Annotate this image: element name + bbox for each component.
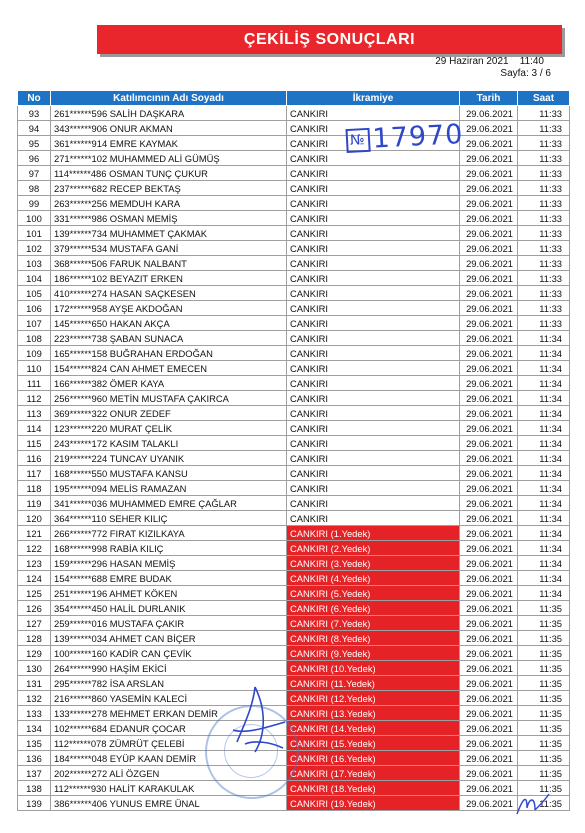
cell-no: 130	[18, 661, 51, 676]
cell-time: 11:35	[518, 601, 570, 616]
cell-prize: CANKIRI	[287, 241, 460, 256]
cell-date: 29.06.2021	[460, 136, 518, 151]
table-row	[18, 196, 570, 211]
cell-time: 11:33	[518, 316, 570, 331]
document-number-stamp	[345, 119, 464, 156]
table-row	[18, 346, 570, 361]
cell-time: 11:34	[518, 421, 570, 436]
cell-no: 139	[18, 796, 51, 811]
cell-prize: CANKIRI (8.Yedek)	[287, 631, 460, 646]
col-header-date: Tarih	[460, 91, 518, 106]
number-sign: №	[345, 127, 370, 152]
cell-no: 94	[18, 121, 51, 136]
table-row	[18, 586, 570, 601]
cell-time: 11:33	[518, 256, 570, 271]
table-row	[18, 451, 570, 466]
cell-no: 96	[18, 151, 51, 166]
cell-name: 172******958 AYŞE AKDOĞAN	[51, 301, 287, 316]
cell-date: 29.06.2021	[460, 331, 518, 346]
cell-no: 97	[18, 166, 51, 181]
cell-date: 29.06.2021	[460, 271, 518, 286]
cell-date: 29.06.2021	[460, 511, 518, 526]
cell-time: 11:33	[518, 271, 570, 286]
cell-date: 29.06.2021	[460, 436, 518, 451]
cell-no: 128	[18, 631, 51, 646]
cell-prize: CANKIRI	[287, 331, 460, 346]
cell-name: 343******906 ONUR AKMAN	[51, 121, 287, 136]
cell-name: 165******158 BUĞRAHAN ERDOĞAN	[51, 346, 287, 361]
cell-no: 116	[18, 451, 51, 466]
cell-time: 11:33	[518, 286, 570, 301]
cell-time: 11:35	[518, 676, 570, 691]
cell-no: 121	[18, 526, 51, 541]
cell-prize: CANKIRI (15.Yedek)	[287, 736, 460, 751]
col-header-no: No	[18, 91, 51, 106]
cell-name: 195******094 MELİS RAMAZAN	[51, 481, 287, 496]
table-row	[18, 676, 570, 691]
cell-no: 99	[18, 196, 51, 211]
cell-no: 122	[18, 541, 51, 556]
table-row	[18, 541, 570, 556]
table-row	[18, 526, 570, 541]
cell-name: 154******824 CAN AHMET EMECEN	[51, 361, 287, 376]
cell-date: 29.06.2021	[460, 631, 518, 646]
cell-date: 29.06.2021	[460, 196, 518, 211]
cell-no: 111	[18, 376, 51, 391]
cell-prize: CANKIRI	[287, 511, 460, 526]
cell-time: 11:33	[518, 181, 570, 196]
cell-date: 29.06.2021	[460, 286, 518, 301]
table-header-row	[18, 91, 570, 106]
table-row	[18, 556, 570, 571]
cell-prize: CANKIRI	[287, 301, 460, 316]
cell-time: 11:33	[518, 106, 570, 121]
table-row	[18, 646, 570, 661]
cell-no: 125	[18, 586, 51, 601]
cell-time: 11:34	[518, 586, 570, 601]
table-row	[18, 481, 570, 496]
table-row	[18, 136, 570, 151]
title-banner	[97, 25, 562, 54]
cell-date: 29.06.2021	[460, 691, 518, 706]
cell-no: 110	[18, 361, 51, 376]
cell-time: 11:35	[518, 706, 570, 721]
results-table	[17, 90, 570, 811]
cell-name: 341******036 MUHAMMED EMRE ÇAĞLAR	[51, 496, 287, 511]
table-row	[18, 781, 570, 796]
cell-date: 29.06.2021	[460, 766, 518, 781]
cell-date: 29.06.2021	[460, 451, 518, 466]
cell-name: 139******734 MUHAMMET ÇAKMAK	[51, 226, 287, 241]
cell-no: 103	[18, 256, 51, 271]
cell-time: 11:35	[518, 796, 570, 811]
cell-name: 223******738 ŞABAN SUNACA	[51, 331, 287, 346]
table-row	[18, 331, 570, 346]
page-title: ÇEKİLİŞ SONUÇLARI	[243, 30, 416, 48]
cell-prize: CANKIRI (11.Yedek)	[287, 676, 460, 691]
cell-prize: CANKIRI (10.Yedek)	[287, 661, 460, 676]
cell-prize: CANKIRI	[287, 226, 460, 241]
cell-date: 29.06.2021	[460, 211, 518, 226]
cell-name: 154******688 EMRE BUDAK	[51, 571, 287, 586]
cell-name: 263******256 MEMDUH KARA	[51, 196, 287, 211]
cell-name: 133******278 MEHMET ERKAN DEMİR	[51, 706, 287, 721]
cell-prize: CANKIRI	[287, 376, 460, 391]
cell-date: 29.06.2021	[460, 706, 518, 721]
cell-no: 109	[18, 346, 51, 361]
table-row	[18, 616, 570, 631]
cell-prize: CANKIRI	[287, 361, 460, 376]
cell-prize: CANKIRI	[287, 196, 460, 211]
cell-name: 386******406 YUNUS EMRE ÜNAL	[51, 796, 287, 811]
cell-no: 135	[18, 736, 51, 751]
cell-date: 29.06.2021	[460, 571, 518, 586]
cell-no: 136	[18, 751, 51, 766]
cell-name: 264******990 HAŞİM EKİCİ	[51, 661, 287, 676]
cell-prize: CANKIRI (2.Yedek)	[287, 541, 460, 556]
cell-prize: CANKIRI	[287, 271, 460, 286]
cell-prize: CANKIRI	[287, 496, 460, 511]
table-row	[18, 406, 570, 421]
cell-time: 11:34	[518, 451, 570, 466]
cell-name: 112******078 ZÜMRÜT ÇELEBİ	[51, 736, 287, 751]
table-body	[18, 106, 570, 811]
table-row	[18, 316, 570, 331]
cell-time: 11:34	[518, 541, 570, 556]
table-row	[18, 661, 570, 676]
cell-date: 29.06.2021	[460, 661, 518, 676]
table-row	[18, 796, 570, 811]
cell-date: 29.06.2021	[460, 391, 518, 406]
cell-prize: CANKIRI	[287, 421, 460, 436]
cell-no: 131	[18, 676, 51, 691]
cell-no: 132	[18, 691, 51, 706]
table-row	[18, 271, 570, 286]
cell-time: 11:33	[518, 121, 570, 136]
cell-no: 129	[18, 646, 51, 661]
cell-time: 11:33	[518, 241, 570, 256]
table-row	[18, 571, 570, 586]
cell-time: 11:33	[518, 226, 570, 241]
cell-time: 11:35	[518, 766, 570, 781]
cell-date: 29.06.2021	[460, 751, 518, 766]
cell-no: 114	[18, 421, 51, 436]
cell-no: 126	[18, 601, 51, 616]
cell-date: 29.06.2021	[460, 556, 518, 571]
cell-time: 11:35	[518, 721, 570, 736]
cell-date: 29.06.2021	[460, 226, 518, 241]
table-row	[18, 601, 570, 616]
table-row	[18, 211, 570, 226]
table-row	[18, 391, 570, 406]
cell-name: 379******534 MUSTAFA GANİ	[51, 241, 287, 256]
table-row	[18, 706, 570, 721]
cell-date: 29.06.2021	[460, 181, 518, 196]
table-row	[18, 226, 570, 241]
cell-name: 186******102 BEYAZIT ERKEN	[51, 271, 287, 286]
cell-time: 11:34	[518, 466, 570, 481]
cell-time: 11:35	[518, 631, 570, 646]
table-row	[18, 631, 570, 646]
cell-no: 112	[18, 391, 51, 406]
cell-prize: CANKIRI	[287, 121, 460, 136]
cell-no: 123	[18, 556, 51, 571]
cell-date: 29.06.2021	[460, 736, 518, 751]
cell-prize: CANKIRI (18.Yedek)	[287, 781, 460, 796]
cell-name: 251******196 AHMET KÖKEN	[51, 586, 287, 601]
table-row	[18, 181, 570, 196]
table-row	[18, 301, 570, 316]
cell-no: 127	[18, 616, 51, 631]
cell-date: 29.06.2021	[460, 541, 518, 556]
cell-time: 11:33	[518, 211, 570, 226]
cell-prize: CANKIRI	[287, 436, 460, 451]
cell-time: 11:34	[518, 571, 570, 586]
cell-date: 29.06.2021	[460, 346, 518, 361]
cell-prize: CANKIRI	[287, 286, 460, 301]
cell-date: 29.06.2021	[460, 166, 518, 181]
cell-date: 29.06.2021	[460, 256, 518, 271]
cell-prize: CANKIRI	[287, 451, 460, 466]
cell-name: 114******486 OSMAN TUNÇ ÇUKUR	[51, 166, 287, 181]
cell-time: 11:35	[518, 751, 570, 766]
table-row	[18, 436, 570, 451]
cell-time: 11:34	[518, 436, 570, 451]
cell-time: 11:34	[518, 556, 570, 571]
cell-no: 106	[18, 301, 51, 316]
cell-name: 271******102 MUHAMMED ALİ GÜMÜŞ	[51, 151, 287, 166]
cell-time: 11:34	[518, 331, 570, 346]
cell-no: 113	[18, 406, 51, 421]
cell-name: 237******682 RECEP BEKTAŞ	[51, 181, 287, 196]
table-row	[18, 466, 570, 481]
cell-name: 166******382 ÖMER KAYA	[51, 376, 287, 391]
table-row	[18, 241, 570, 256]
cell-no: 119	[18, 496, 51, 511]
cell-prize: CANKIRI	[287, 481, 460, 496]
cell-prize: CANKIRI (14.Yedek)	[287, 721, 460, 736]
cell-name: 369******322 ONUR ZEDEF	[51, 406, 287, 421]
cell-name: 216******860 YASEMİN KALECİ	[51, 691, 287, 706]
cell-name: 159******296 HASAN MEMİŞ	[51, 556, 287, 571]
cell-prize: CANKIRI (16.Yedek)	[287, 751, 460, 766]
cell-time: 11:33	[518, 136, 570, 151]
table-row	[18, 106, 570, 121]
cell-name: 184******048 EYÜP KAAN DEMİR	[51, 751, 287, 766]
cell-date: 29.06.2021	[460, 406, 518, 421]
cell-no: 107	[18, 316, 51, 331]
cell-date: 29.06.2021	[460, 601, 518, 616]
cell-name: 219******224 TUNCAY UYANIK	[51, 451, 287, 466]
table-row	[18, 421, 570, 436]
table-row	[18, 376, 570, 391]
cell-time: 11:35	[518, 616, 570, 631]
cell-prize: CANKIRI	[287, 466, 460, 481]
cell-date: 29.06.2021	[460, 646, 518, 661]
page-number: Sayfa: 3 / 6	[500, 68, 551, 79]
cell-prize: CANKIRI (5.Yedek)	[287, 586, 460, 601]
cell-name: 168******550 MUSTAFA KANSU	[51, 466, 287, 481]
cell-no: 108	[18, 331, 51, 346]
cell-time: 11:34	[518, 496, 570, 511]
cell-name: 361******914 EMRE KAYMAK	[51, 136, 287, 151]
cell-no: 93	[18, 106, 51, 121]
cell-prize: CANKIRI	[287, 106, 460, 121]
cell-no: 105	[18, 286, 51, 301]
document-number: 17970	[371, 118, 465, 155]
cell-no: 115	[18, 436, 51, 451]
cell-name: 354******450 HALİL DURLANIK	[51, 601, 287, 616]
table-row	[18, 691, 570, 706]
cell-date: 29.06.2021	[460, 676, 518, 691]
cell-no: 102	[18, 241, 51, 256]
cell-date: 29.06.2021	[460, 421, 518, 436]
cell-name: 145******650 HAKAN AKÇA	[51, 316, 287, 331]
cell-time: 11:33	[518, 196, 570, 211]
table-row	[18, 166, 570, 181]
cell-time: 11:34	[518, 406, 570, 421]
cell-date: 29.06.2021	[460, 796, 518, 811]
official-seal-inner	[224, 724, 278, 778]
cell-date: 29.06.2021	[460, 121, 518, 136]
cell-name: 139******034 AHMET CAN BİÇER	[51, 631, 287, 646]
cell-time: 11:34	[518, 346, 570, 361]
cell-prize: CANKIRI (17.Yedek)	[287, 766, 460, 781]
cell-prize: CANKIRI	[287, 406, 460, 421]
cell-time: 11:35	[518, 781, 570, 796]
print-date: 29 Haziran 2021 11:40	[435, 56, 544, 67]
cell-prize: CANKIRI (9.Yedek)	[287, 646, 460, 661]
cell-time: 11:35	[518, 736, 570, 751]
cell-date: 29.06.2021	[460, 496, 518, 511]
cell-time: 11:35	[518, 691, 570, 706]
cell-prize: CANKIRI (4.Yedek)	[287, 571, 460, 586]
cell-prize: CANKIRI (12.Yedek)	[287, 691, 460, 706]
cell-name: 410******274 HASAN SAÇKESEN	[51, 286, 287, 301]
cell-time: 11:33	[518, 151, 570, 166]
cell-time: 11:35	[518, 661, 570, 676]
table-row	[18, 511, 570, 526]
cell-date: 29.06.2021	[460, 376, 518, 391]
cell-no: 120	[18, 511, 51, 526]
cell-prize: CANKIRI	[287, 151, 460, 166]
table-row	[18, 121, 570, 136]
cell-date: 29.06.2021	[460, 151, 518, 166]
cell-date: 29.06.2021	[460, 466, 518, 481]
cell-name: 102******684 EDANUR ÇOCAR	[51, 721, 287, 736]
cell-name: 368******506 FARUK NALBANT	[51, 256, 287, 271]
cell-time: 11:34	[518, 511, 570, 526]
cell-name: 266******772 FIRAT KIZILKAYA	[51, 526, 287, 541]
cell-no: 133	[18, 706, 51, 721]
table-row	[18, 361, 570, 376]
cell-prize: CANKIRI	[287, 136, 460, 151]
cell-time: 11:34	[518, 361, 570, 376]
cell-name: 112******930 HALİT KARAKULAK	[51, 781, 287, 796]
cell-prize: CANKIRI	[287, 211, 460, 226]
cell-no: 98	[18, 181, 51, 196]
cell-no: 137	[18, 766, 51, 781]
table-row	[18, 256, 570, 271]
cell-name: 331******986 OSMAN MEMİŞ	[51, 211, 287, 226]
cell-prize: CANKIRI (13.Yedek)	[287, 706, 460, 721]
col-header-name: Katılımcının Adı Soyadı	[51, 91, 287, 106]
cell-prize: CANKIRI	[287, 391, 460, 406]
cell-date: 29.06.2021	[460, 106, 518, 121]
cell-name: 202******272 ALİ ÖZGEN	[51, 766, 287, 781]
cell-name: 295******782 İSA ARSLAN	[51, 676, 287, 691]
cell-name: 256******960 METİN MUSTAFA ÇAKIRCA	[51, 391, 287, 406]
cell-no: 124	[18, 571, 51, 586]
cell-no: 134	[18, 721, 51, 736]
cell-date: 29.06.2021	[460, 721, 518, 736]
cell-date: 29.06.2021	[460, 586, 518, 601]
cell-date: 29.06.2021	[460, 301, 518, 316]
cell-name: 364******110 SEHER KILIÇ	[51, 511, 287, 526]
cell-no: 138	[18, 781, 51, 796]
cell-name: 100******160 KADİR CAN ÇEVİK	[51, 646, 287, 661]
cell-date: 29.06.2021	[460, 481, 518, 496]
cell-date: 29.06.2021	[460, 781, 518, 796]
cell-date: 29.06.2021	[460, 526, 518, 541]
cell-name: 123******220 MURAT ÇELİK	[51, 421, 287, 436]
cell-prize: CANKIRI	[287, 181, 460, 196]
cell-date: 29.06.2021	[460, 316, 518, 331]
cell-time: 11:34	[518, 376, 570, 391]
cell-prize: CANKIRI (1.Yedek)	[287, 526, 460, 541]
cell-prize: CANKIRI (6.Yedek)	[287, 601, 460, 616]
cell-name: 168******998 RABİA KILIÇ	[51, 541, 287, 556]
cell-prize: CANKIRI	[287, 346, 460, 361]
cell-no: 100	[18, 211, 51, 226]
cell-time: 11:34	[518, 526, 570, 541]
cell-no: 117	[18, 466, 51, 481]
cell-no: 95	[18, 136, 51, 151]
cell-no: 101	[18, 226, 51, 241]
cell-time: 11:33	[518, 166, 570, 181]
cell-name: 261******596 SALİH DAŞKARA	[51, 106, 287, 121]
cell-prize: CANKIRI	[287, 166, 460, 181]
col-header-time: Saat	[518, 91, 570, 106]
cell-date: 29.06.2021	[460, 616, 518, 631]
cell-time: 11:35	[518, 646, 570, 661]
cell-date: 29.06.2021	[460, 241, 518, 256]
table-row	[18, 286, 570, 301]
cell-time: 11:34	[518, 391, 570, 406]
table-row	[18, 496, 570, 511]
cell-prize: CANKIRI	[287, 256, 460, 271]
cell-time: 11:33	[518, 301, 570, 316]
cell-prize: CANKIRI (3.Yedek)	[287, 556, 460, 571]
cell-no: 104	[18, 271, 51, 286]
table-row	[18, 151, 570, 166]
cell-prize: CANKIRI	[287, 316, 460, 331]
cell-prize: CANKIRI (7.Yedek)	[287, 616, 460, 631]
cell-date: 29.06.2021	[460, 361, 518, 376]
cell-time: 11:34	[518, 481, 570, 496]
col-header-prize: İkramiye	[287, 91, 460, 106]
cell-name: 243******172 KASIM TALAKLI	[51, 436, 287, 451]
cell-no: 118	[18, 481, 51, 496]
cell-prize: CANKIRI (19.Yedek)	[287, 796, 460, 811]
cell-name: 259******016 MUSTAFA ÇAKIR	[51, 616, 287, 631]
